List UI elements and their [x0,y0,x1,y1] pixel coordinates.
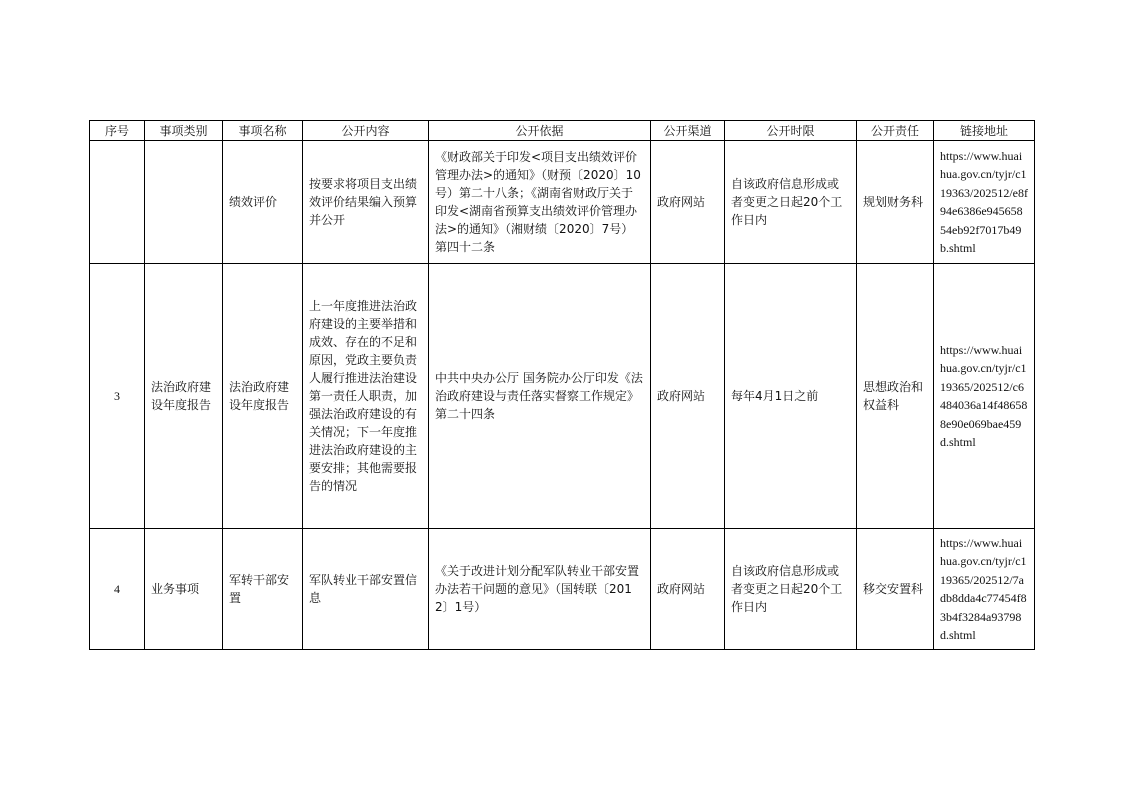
cell-time-limit: 自该政府信息形成或者变更之日起20个工作日内 [725,529,857,650]
cell-name: 军转干部安置 [223,529,303,650]
cell-category: 业务事项 [145,529,223,650]
cell-basis: 《财政部关于印发<项目支出绩效评价管理办法>的通知》（财预〔2020〕10号）第二十八条；《湖南省财政厅关于印发<湖南省预算支出绩效评价管理办法>的通知》（湘财绩〔2020〕7号）第四十二条 [429,141,651,264]
cell-seq: 4 [90,529,145,650]
cell-category: 法治政府建设年度报告 [145,264,223,529]
cell-link[interactable]: https://www.huaihua.gov.cn/tyjr/c119365/202512/c6484036a14f486588e90e069bae459d.shtml [934,264,1035,529]
cell-name: 法治政府建设年度报告 [223,264,303,529]
header-responsibility: 公开责任 [857,121,934,141]
table-row [90,529,1035,650]
cell-category [145,141,223,264]
cell-content: 军队转业干部安置信息 [303,529,429,650]
cell-seq: 3 [90,264,145,529]
cell-basis: 中共中央办公厅 国务院办公厅印发《法治政府建设与责任落实督察工作规定》第二十四条 [429,264,651,529]
cell-time-limit: 每年4月1日之前 [725,264,857,529]
cell-content: 按要求将项目支出绩效评价结果编入预算并公开 [303,141,429,264]
cell-content: 上一年度推进法治政府建设的主要举措和成效、存在的不足和原因，党政主要负责人履行推进法治建设第一责任人职责，加强法治政府建设的有关情况；下一年度推进法治政府建设的主要安排；其他需要报告的情况 [303,264,429,529]
cell-responsibility: 移交安置科 [857,529,934,650]
cell-responsibility: 思想政治和权益科 [857,264,934,529]
cell-seq [90,141,145,264]
disclosure-table [89,120,1035,650]
cell-channel: 政府网站 [651,529,725,650]
table-row [90,264,1035,529]
header-time-limit: 公开时限 [725,121,857,141]
cell-name: 绩效评价 [223,141,303,264]
header-category: 事项类别 [145,121,223,141]
header-seq: 序号 [90,121,145,141]
table-row [90,141,1035,264]
cell-link[interactable]: https://www.huaihua.gov.cn/tyjr/c119365/202512/7adb8dda4c77454f83b4f3284a93798d.shtml [934,529,1035,650]
cell-responsibility: 规划财务科 [857,141,934,264]
cell-time-limit: 自该政府信息形成或者变更之日起20个工作日内 [725,141,857,264]
header-channel: 公开渠道 [651,121,725,141]
table-header-row [90,121,1035,141]
cell-channel: 政府网站 [651,141,725,264]
cell-channel: 政府网站 [651,264,725,529]
header-name: 事项名称 [223,121,303,141]
cell-basis: 《关于改进计划分配军队转业干部安置办法若干问题的意见》（国转联〔2012〕1号） [429,529,651,650]
cell-link[interactable]: https://www.huaihua.gov.cn/tyjr/c119363/202512/e8f94e6386e94565854eb92f7017b49b.shtml [934,141,1035,264]
header-link: 链接地址 [934,121,1035,141]
header-basis: 公开依据 [429,121,651,141]
header-content: 公开内容 [303,121,429,141]
